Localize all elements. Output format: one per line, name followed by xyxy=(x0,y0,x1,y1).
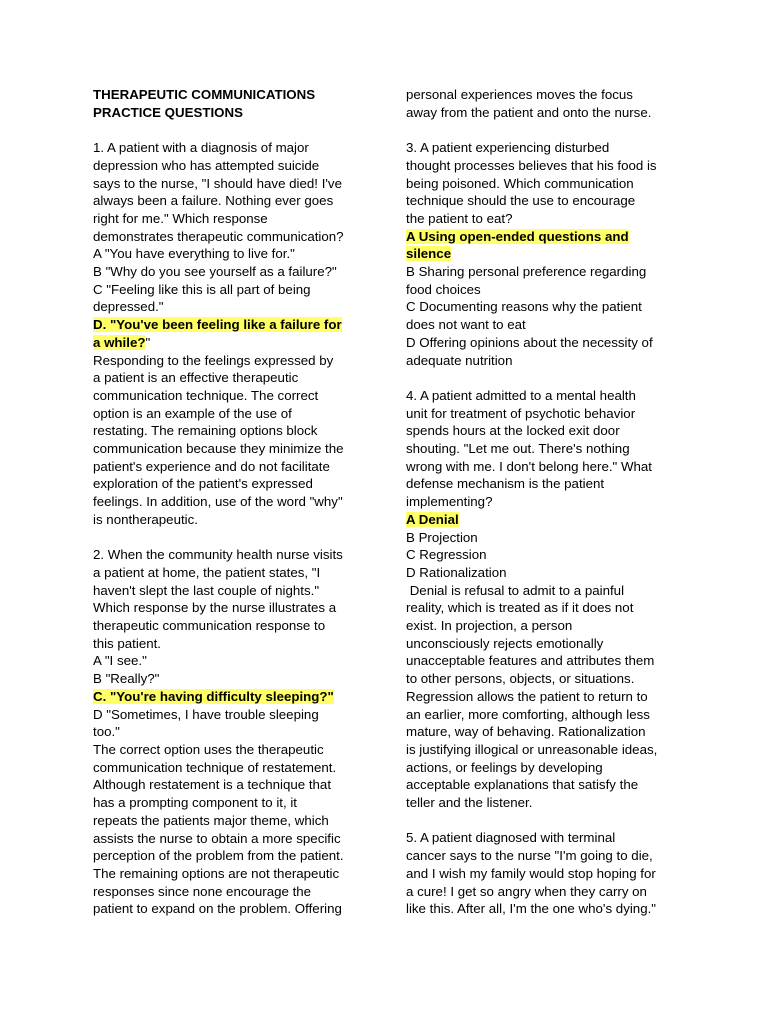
answer-line xyxy=(406,511,678,529)
text-line: 1. A patient with a diagnosis of major xyxy=(93,140,309,156)
title-line: PRACTICE QUESTIONS xyxy=(93,104,243,120)
rationale-line: restating. The remaining options block xyxy=(93,423,318,439)
text-line: spends hours at the locked exit door xyxy=(406,423,620,439)
text-line: 3. A patient experiencing disturbed xyxy=(406,140,610,156)
text-line: implementing? xyxy=(406,494,493,510)
option-d: D Rationalization xyxy=(406,564,507,580)
rationale-line: Responding to the feelings expressed by xyxy=(93,352,334,368)
text-line: depressed." xyxy=(93,299,164,315)
rationale-line: Although restatement is a technique that xyxy=(93,777,332,793)
rationale-line: acceptable explanations that satisfy the xyxy=(406,777,639,793)
rationale-line: The correct option uses the therapeutic xyxy=(93,741,324,757)
rationale-line: reality, which is treated as if it does not xyxy=(406,600,634,616)
option-b: B Projection xyxy=(406,529,478,545)
highlighted-answer: C. "You're having difficulty sleeping?" xyxy=(93,688,334,704)
rationale-line: responses since none encourage the xyxy=(93,883,312,899)
text-line: technique should the use to encourage xyxy=(406,193,636,209)
rationale-line: an earlier, more comforting, although less xyxy=(406,706,650,722)
text-line: depression who has attempted suicide xyxy=(93,157,320,173)
highlighted-answer: silence xyxy=(406,246,452,262)
text-line: food choices xyxy=(406,281,481,297)
option-b: B "Why do you see yourself as a failure?" xyxy=(93,264,337,280)
text-line: says to the nurse, "I should have died! I've xyxy=(93,175,342,191)
question-5 xyxy=(406,829,678,918)
rationale-line: a patient is an effective therapeutic xyxy=(93,370,299,386)
text-line: right for me." Which response xyxy=(93,210,268,226)
text-line: being poisoned. Which communication xyxy=(406,175,634,191)
text-line: therapeutic communication response to xyxy=(93,618,326,634)
option-c: C "Feeling like this is all part of being xyxy=(93,281,311,297)
rationale-line: is nontherapeutic. xyxy=(93,511,198,527)
rationale-line: patient's experience and do not facilitate xyxy=(93,458,330,474)
rationale-line: exploration of the patient's expressed xyxy=(93,476,313,492)
rationale-line: communication because they minimize the xyxy=(93,441,344,457)
text-line: defense mechanism is the patient xyxy=(406,476,605,492)
option-d: D Offering opinions about the necessity of xyxy=(406,334,653,350)
highlighted-answer: D. "You've been feeling like a failure for xyxy=(93,317,342,333)
answer-line xyxy=(93,316,375,334)
answer-line xyxy=(406,245,678,263)
highlighted-answer: A Denial xyxy=(406,511,459,527)
rationale-line: unacceptable features and attributes them xyxy=(406,653,655,669)
right-column xyxy=(406,86,678,918)
option-c: C Regression xyxy=(406,547,487,563)
text-line: shouting. "Let me out. There's nothing xyxy=(406,441,630,457)
rationale-line: communication technique of restatement. xyxy=(93,759,337,775)
rationale-line: to other persons, objects, or situations. xyxy=(406,671,635,687)
text-line: 4. A patient admitted to a mental health xyxy=(406,387,636,403)
answer-line xyxy=(93,688,375,706)
text-line: like this. After all, I'm the one who's dying." xyxy=(406,901,656,917)
rationale-line: Denial is refusal to admit to a painful xyxy=(406,582,625,598)
text-line: thought processes believes that his food is xyxy=(406,157,657,173)
option-b: B Sharing personal preference regarding xyxy=(406,264,647,280)
highlighted-answer: a while? xyxy=(93,334,146,350)
document-title xyxy=(93,86,375,121)
rationale-line: mature, way of behaving. Rationalization xyxy=(406,724,646,740)
text-line: too." xyxy=(93,724,120,740)
question-4 xyxy=(406,387,678,812)
question-2-continued xyxy=(406,86,678,121)
rationale-line: is justifying illogical or unreasonable ideas, xyxy=(406,741,658,757)
text-line: 5. A patient diagnosed with terminal xyxy=(406,830,616,846)
rationale-line: perception of the problem from the patient. xyxy=(93,848,344,864)
question-2 xyxy=(93,546,375,918)
text-line: 2. When the community health nurse visits xyxy=(93,547,343,563)
rationale-line: The remaining options are not therapeutic xyxy=(93,865,340,881)
rationale-line: teller and the listener. xyxy=(406,795,533,811)
rationale-line: repeats the patients major theme, which xyxy=(93,812,329,828)
question-3 xyxy=(406,139,678,369)
text-line: Which response by the nurse illustrates a xyxy=(93,600,337,616)
rationale-line: assists the nurse to obtain a more specific xyxy=(93,830,341,846)
text-line: a patient at home, the patient states, "I xyxy=(93,564,321,580)
text-line: and I wish my family would stop hoping for xyxy=(406,865,656,881)
text-line: the patient to eat? xyxy=(406,210,513,226)
rationale-line: feelings. In addition, use of the word "why" xyxy=(93,494,343,510)
text-line: cancer says to the nurse "I'm going to die, xyxy=(406,848,653,864)
rationale-line: unconsciously rejects emotionally xyxy=(406,635,604,651)
title-line: THERAPEUTIC COMMUNICATIONS xyxy=(93,87,316,102)
rationale-line: patient to expand on the problem. Offering xyxy=(93,901,342,917)
text-line: this patient. xyxy=(93,635,162,651)
answer-line xyxy=(93,334,375,352)
option-a: A "You have everything to live for." xyxy=(93,246,295,262)
text-line: unit for treatment of psychotic behavior xyxy=(406,405,636,421)
rationale-line: has a prompting component to it, it xyxy=(93,795,297,811)
text-line: adequate nutrition xyxy=(406,352,513,368)
rationale-line: option is an example of the use of xyxy=(93,405,292,421)
left-column xyxy=(93,86,375,918)
answer-line xyxy=(406,228,678,246)
answer-tail: " xyxy=(145,334,151,350)
rationale-line: communication technique. The correct xyxy=(93,387,319,403)
text-line: haven't slept the last couple of nights." xyxy=(93,582,320,598)
text-line: demonstrates therapeutic communication? xyxy=(93,228,344,244)
highlighted-answer: A Using open-ended questions and xyxy=(406,228,629,244)
rationale-line: exist. In projection, a person xyxy=(406,618,573,634)
question-1 xyxy=(93,139,375,528)
option-a: A "I see." xyxy=(93,653,147,669)
rationale-line: Regression allows the patient to return to xyxy=(406,688,648,704)
option-d: D "Sometimes, I have trouble sleeping xyxy=(93,706,319,722)
text-line: does not want to eat xyxy=(406,317,526,333)
text-line: always been a failure. Nothing ever goes xyxy=(93,193,334,209)
text-line: a cure! I get so angry when they carry on xyxy=(406,883,647,899)
rationale-line: personal experiences moves the focus xyxy=(406,87,633,102)
rationale-line: away from the patient and onto the nurse. xyxy=(406,104,652,120)
option-b: B "Really?" xyxy=(93,671,160,687)
rationale-line: actions, or feelings by developing xyxy=(406,759,603,775)
text-line: wrong with me. I don't belong here." What xyxy=(406,458,652,474)
option-c: C Documenting reasons why the patient xyxy=(406,299,642,315)
